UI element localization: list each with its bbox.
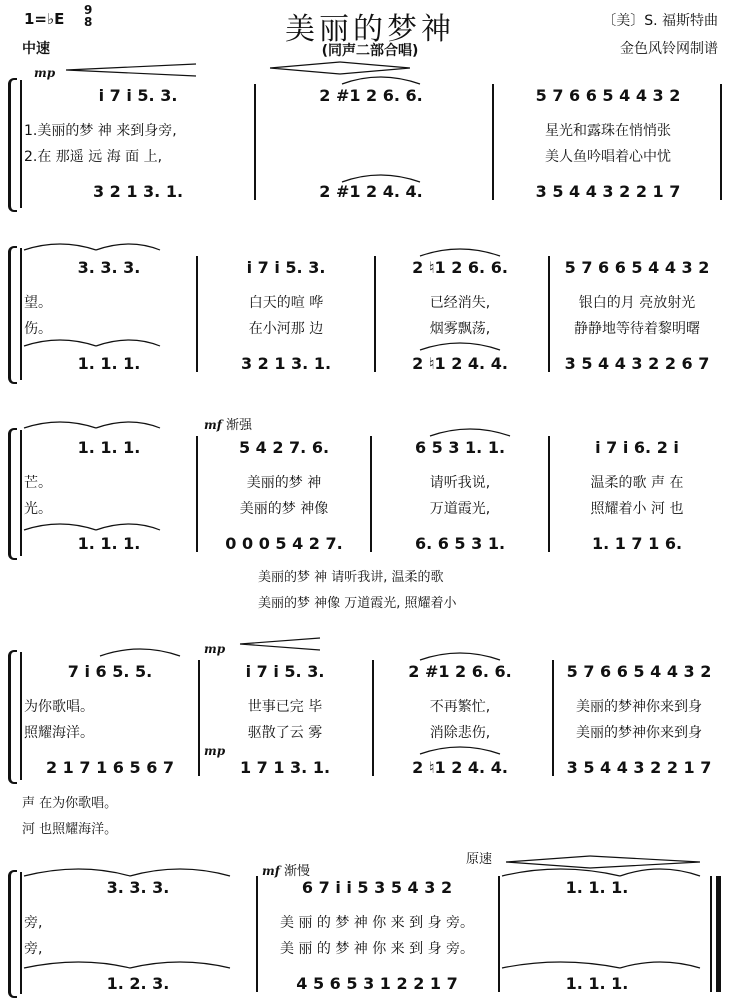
upper-notes: 1. 1. 1. — [565, 877, 629, 897]
upper-notes: 2 #1 2 6. 6. — [408, 661, 512, 681]
tie — [420, 653, 500, 660]
verse1-lyrics: 世事已完 毕 — [247, 699, 323, 715]
composer: 〔美〕S. 福斯特曲 — [602, 13, 718, 29]
barline — [370, 436, 372, 552]
upper-notes: 1. 1. 1. — [77, 437, 141, 457]
verse2-lyrics: 照耀海洋。 — [24, 725, 94, 741]
barline — [498, 876, 500, 992]
measure — [202, 660, 368, 778]
barline — [256, 876, 258, 992]
tie — [24, 244, 160, 250]
lower-notes: 2 1 7 1 6 5 6 7 — [45, 757, 175, 777]
upper-notes: 6 7 i i 5 3 5 4 3 2 — [301, 877, 453, 897]
diminuendo-hairpin — [66, 64, 196, 76]
dynamic-mark: mf — [262, 864, 280, 878]
a-tempo-text: 原速 — [466, 852, 493, 867]
diminuendo-hairpin — [240, 638, 320, 650]
measure — [258, 84, 484, 202]
upper-notes: 2 ♮1 2 6. 6. — [412, 257, 508, 277]
lower-notes: 1. 1 7 1 6. — [591, 533, 683, 553]
lower-notes: 4 5 6 5 3 1 2 2 1 7 — [296, 973, 458, 993]
lower-notes: 3 5 4 4 3 2 2 1 7 — [535, 181, 681, 201]
lower-notes: 1. 1. 1. — [77, 533, 141, 553]
verse2-lyrics: 消除悲伤, — [429, 725, 491, 741]
measure — [378, 256, 542, 374]
verse1-lyrics: 为你歌唱。 — [24, 699, 94, 715]
dynamic-mark: mp — [204, 744, 226, 758]
measure — [24, 256, 194, 374]
diminuendo-hairpin — [340, 62, 410, 74]
lower-notes: 2 ♮1 2 4. 4. — [412, 353, 508, 373]
verse2-lyrics: 照耀着小 河 也 — [590, 501, 684, 517]
verse2-lyrics: 伤。 — [24, 321, 52, 337]
meter-top: 9 — [84, 3, 93, 17]
final-barline-thick — [716, 876, 721, 992]
measure — [200, 256, 372, 374]
verse1-lyrics: 美 丽 的 梦 神 你 来 到 身 旁。 — [279, 915, 475, 931]
verse1-lyrics: 星光和露珠在悄悄张 — [545, 123, 671, 139]
lower-notes: 3 5 4 4 3 2 2 6 7 — [564, 353, 710, 373]
measure — [502, 876, 692, 994]
lower-part-lyrics-2: 河 也照耀海洋。 — [22, 822, 118, 837]
ritardando-text: 渐慢 — [284, 864, 311, 879]
verse1-lyrics: 已经消失, — [429, 295, 491, 311]
verse1-lyrics: 美丽的梦神你来到身 — [576, 699, 702, 715]
lower-notes: 1 7 1 3. 1. — [239, 757, 331, 777]
upper-notes: 5 4 2 7. 6. — [238, 437, 330, 457]
verse2-lyrics: 美人鱼吟唱着心中忧 — [545, 149, 671, 165]
barline — [548, 256, 550, 372]
lower-notes: 3 5 4 4 3 2 2 1 7 — [566, 757, 712, 777]
verse2-lyrics: 旁, — [24, 941, 43, 957]
system-brace — [8, 246, 17, 384]
dynamic-mark: mf — [204, 418, 222, 432]
verse1-lyrics: 旁, — [24, 915, 43, 931]
dynamic-mark: mp — [204, 642, 226, 656]
tie — [24, 422, 160, 428]
lower-notes: 1. 1. 1. — [77, 353, 141, 373]
lower-part-lyrics-1: 声 在为你歌唱。 — [22, 796, 118, 811]
verse2-lyrics: 在小河那 边 — [248, 321, 324, 337]
system-brace — [8, 78, 17, 212]
barline — [20, 652, 22, 780]
tempo-marking: 中速 — [22, 41, 50, 57]
tie — [100, 649, 180, 656]
upper-notes: 5 7 6 6 5 4 4 3 2 — [564, 257, 710, 277]
upper-notes: 6 5 3 1. 1. — [414, 437, 506, 457]
tie — [24, 869, 230, 876]
lower-part-lyrics-1: 美丽的梦 神 请听我讲, 温柔的歌 — [258, 570, 444, 585]
upper-notes: 5 7 6 6 5 4 4 3 2 — [566, 661, 712, 681]
lower-notes: 2 #1 2 4. 4. — [319, 181, 423, 201]
measure — [24, 84, 252, 202]
measure — [552, 256, 722, 374]
barline — [20, 248, 22, 380]
verse2-lyrics: 静静地等待着黎明曙 — [574, 321, 700, 337]
measure — [24, 876, 252, 994]
measure — [552, 436, 722, 554]
verse1-lyrics: 不再繁忙, — [429, 699, 491, 715]
measure — [200, 436, 368, 554]
tie — [342, 77, 420, 84]
upper-notes: 2 #1 2 6. 6. — [319, 85, 423, 105]
barline — [548, 436, 550, 552]
measure — [24, 660, 196, 778]
lower-notes: 1. 1. 1. — [565, 973, 629, 993]
lower-notes: 0 0 0 5 4 2 7. — [225, 533, 343, 553]
verse2-lyrics: 2.在 那遥 远 海 面 上, — [24, 149, 163, 165]
dynamic-mark: mp — [34, 66, 56, 80]
upper-notes: 3. 3. 3. — [77, 257, 141, 277]
song-subtitle: (同声二部合唱) — [321, 43, 419, 59]
verse1-lyrics: 白天的喧 哗 — [248, 295, 324, 311]
upper-notes: i 7 i 5. 3. — [246, 257, 326, 277]
song-title: 美丽的梦神 — [285, 12, 455, 47]
lower-notes: 2 ♮1 2 4. 4. — [412, 757, 508, 777]
system-brace — [8, 428, 17, 560]
barline — [20, 80, 22, 208]
upper-notes: i 7 i 6. 2 i — [595, 437, 679, 457]
barline — [492, 84, 494, 200]
tie — [502, 869, 700, 876]
verse1-lyrics: 温柔的歌 声 在 — [590, 475, 684, 491]
barline — [254, 84, 256, 200]
measure — [556, 660, 722, 778]
verse2-lyrics: 光。 — [24, 501, 52, 517]
verse2-lyrics: 驱散了云 雾 — [247, 725, 323, 741]
measure — [24, 436, 194, 554]
measure — [374, 436, 546, 554]
barline — [20, 430, 22, 556]
barline — [552, 660, 554, 776]
verse2-lyrics: 烟雾飘荡, — [429, 321, 491, 337]
upper-notes: 7 i 6 5. 5. — [67, 661, 153, 681]
verse1-lyrics: 银白的月 亮放射光 — [578, 295, 696, 311]
verse1-lyrics: 芒。 — [24, 475, 52, 491]
lower-notes: 6. 6 5 3 1. — [414, 533, 506, 553]
key-signature: 1=♭E — [24, 10, 65, 28]
verse1-lyrics: 美丽的梦 神 — [246, 475, 322, 491]
final-barline-thin — [710, 876, 712, 992]
barline — [372, 660, 374, 776]
upper-notes: 3. 3. 3. — [106, 877, 170, 897]
system-brace — [8, 650, 17, 784]
system-brace — [8, 870, 17, 998]
upper-notes: i 7 i 5. 3. — [98, 85, 178, 105]
verse2-lyrics: 美丽的梦 神像 — [239, 501, 329, 517]
lower-part-lyrics-2: 美丽的梦 神像 万道霞光, 照耀着小 — [258, 596, 457, 611]
meter-bottom: 8 — [84, 15, 93, 29]
measure — [496, 84, 720, 202]
measure — [376, 660, 544, 778]
crescendo-hairpin — [270, 62, 340, 74]
verse2-lyrics: 美丽的梦神你来到身 — [576, 725, 702, 741]
barline — [374, 256, 376, 372]
verse1-lyrics: 请听我说, — [429, 475, 491, 491]
tie — [430, 429, 510, 436]
arranger: 金色风铃网制谱 — [620, 41, 718, 57]
lower-notes: 3 2 1 3. 1. — [240, 353, 332, 373]
lower-notes: 3 2 1 3. 1. — [92, 181, 184, 201]
upper-notes: i 7 i 5. 3. — [245, 661, 325, 681]
measure — [260, 876, 494, 994]
crescendo-text: 渐强 — [226, 418, 253, 433]
barline — [198, 660, 200, 776]
barline — [196, 436, 198, 552]
verse1-lyrics: 望。 — [24, 295, 52, 311]
verse1-lyrics: 1.美丽的梦 神 来到身旁, — [24, 123, 177, 139]
barline — [720, 84, 722, 200]
barline — [196, 256, 198, 372]
tie — [420, 249, 500, 256]
lower-notes: 1. 2. 3. — [106, 973, 170, 993]
diminuendo-hairpin — [590, 856, 700, 868]
upper-notes: 5 7 6 6 5 4 4 3 2 — [535, 85, 681, 105]
verse2-lyrics: 美 丽 的 梦 神 你 来 到 身 旁。 — [279, 941, 475, 957]
verse2-lyrics: 万道霞光, — [429, 501, 491, 517]
crescendo-hairpin — [506, 856, 590, 868]
barline — [20, 872, 22, 994]
